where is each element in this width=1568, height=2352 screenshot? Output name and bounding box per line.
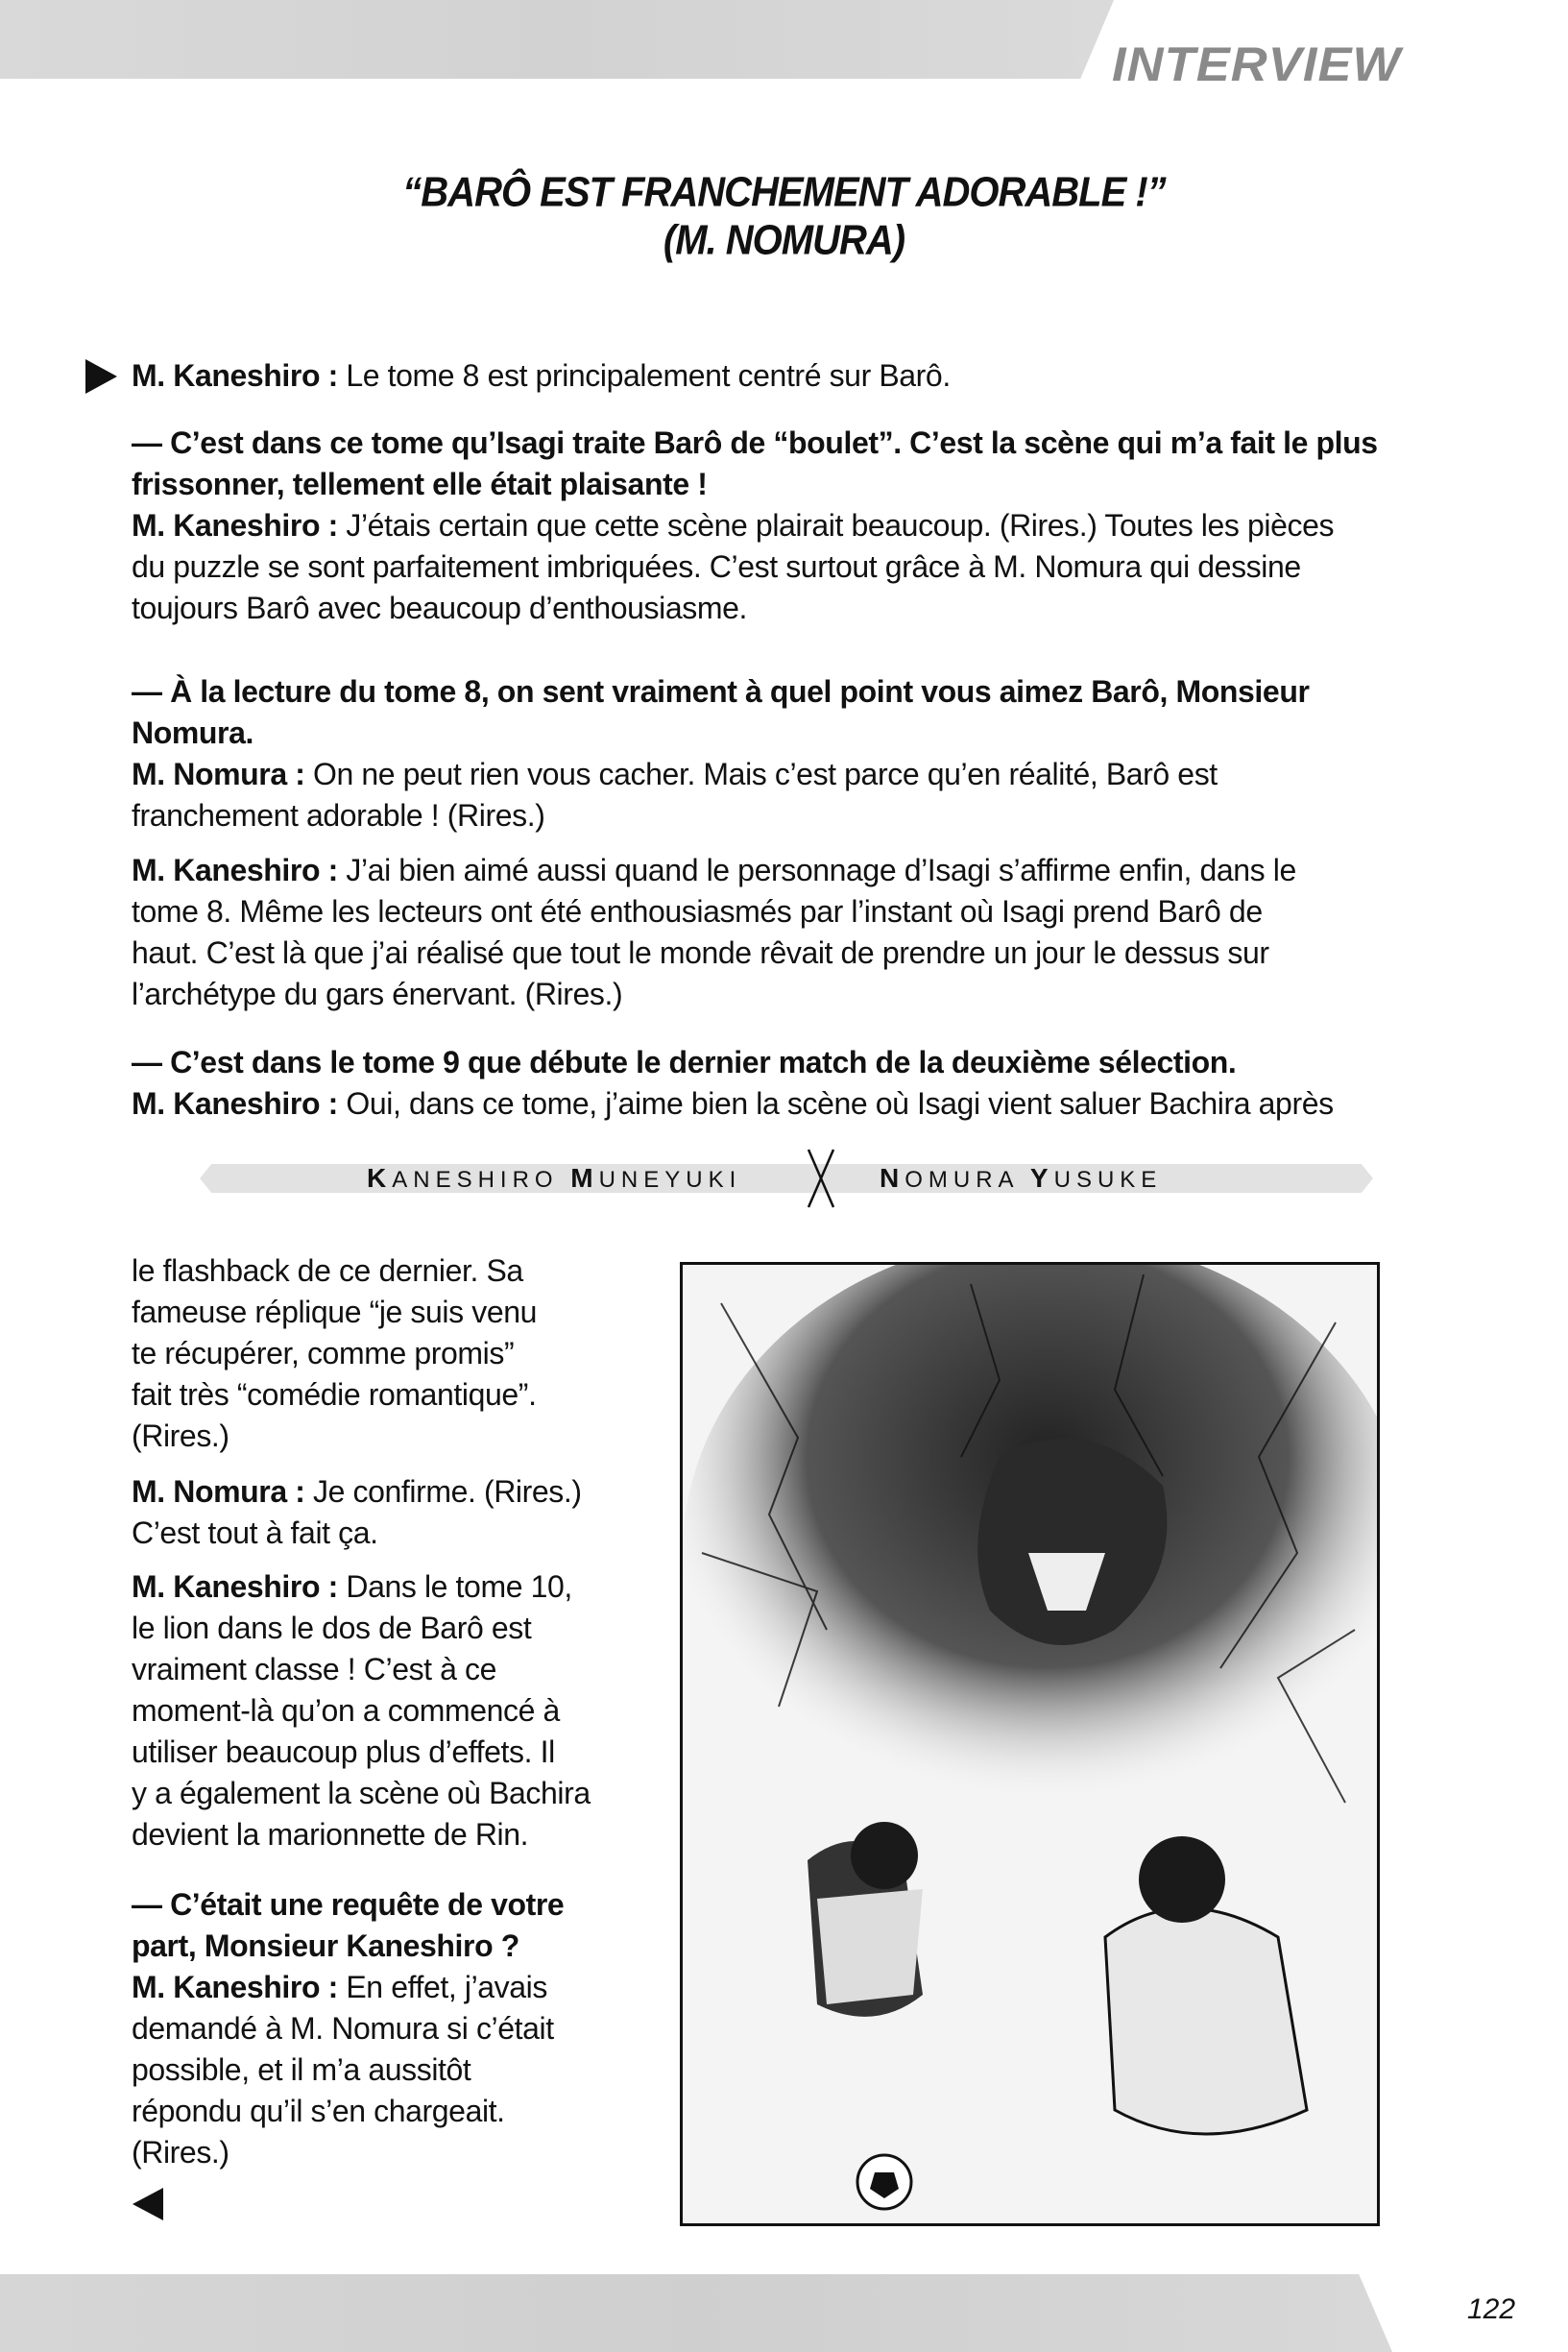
interview-headline: “BARÔ EST FRANCHEMENT ADORABLE !” [402, 168, 1166, 216]
paragraph [132, 1566, 591, 1855]
speaker-or-question: — C’était une requête de votre [132, 1887, 565, 1922]
speaker-or-question: Nomura. [132, 715, 253, 750]
answer-text: le lion dans le dos de Barô est [132, 1611, 532, 1645]
answer-text: franchement adorable ! (Rires.) [132, 798, 545, 833]
answer-text: vraiment classe ! C’est à ce [132, 1652, 497, 1686]
text-line [132, 1471, 582, 1513]
text-line [132, 1374, 537, 1416]
text-line [132, 1333, 537, 1374]
answer-text: fait très “comédie romantique”. [132, 1377, 537, 1412]
text-line [132, 355, 951, 397]
text-line [132, 1566, 591, 1608]
text-line [132, 505, 1378, 546]
answer-text: tome 8. Même les lecteurs ont été enthousiasmés par l’instant où Isagi prend Barô de [132, 894, 1263, 929]
speaker-or-question: frissonner, tellement elle était plaisante ! [132, 467, 708, 501]
text-line [132, 1416, 537, 1457]
text-line [132, 1513, 582, 1554]
answer-text: répondu qu’il s’en chargeait. [132, 2094, 505, 2128]
speaker-or-question: part, Monsieur Kaneshiro ? [132, 1928, 519, 1963]
header-band [0, 0, 1114, 79]
text-line [132, 1042, 1334, 1083]
answer-text: te récupérer, comme promis” [132, 1336, 515, 1370]
text-line [132, 795, 1310, 837]
text-line [132, 933, 1296, 974]
answer-text: utiliser beaucoup plus d’effets. Il [132, 1734, 555, 1769]
play-triangle-right-icon [85, 359, 117, 394]
answer-text: Je confirme. (Rires.) [304, 1474, 582, 1509]
text-line [132, 1814, 591, 1855]
answer-text: On ne peut rien vous cacher. Mais c’est parce qu’en réalité, Barô est [304, 757, 1218, 791]
text-line [132, 891, 1296, 933]
paragraph [132, 1884, 564, 2173]
speaker-or-question: — C’est dans ce tome qu’Isagi traite Barô de “boulet”. C’est la scène qui m’a fait le plus [132, 425, 1378, 460]
answer-text: du puzzle se sont parfaitement imbriquées. C’est surtout grâce à M. Nomura qui dessine [132, 549, 1301, 584]
text-line [132, 1608, 591, 1649]
answer-text: C’est tout à fait ça. [132, 1515, 378, 1550]
text-line [132, 1773, 591, 1814]
text-line [132, 2132, 564, 2173]
speaker-or-question: M. Kaneshiro : [132, 1086, 338, 1121]
text-line [132, 1083, 1334, 1125]
text-line [132, 546, 1378, 588]
text-line [132, 1926, 564, 1967]
answer-text: le flashback de ce dernier. Sa [132, 1253, 523, 1288]
text-line [132, 754, 1310, 795]
answer-text: Oui, dans ce tome, j’aime bien la scène où Isagi vient saluer Bachira après [337, 1086, 1334, 1121]
text-line [132, 1292, 537, 1333]
text-line [132, 1884, 564, 1926]
answer-text: Dans le tome 10, [337, 1569, 572, 1604]
answer-text: devient la marionnette de Rin. [132, 1817, 529, 1852]
paragraph [132, 355, 951, 397]
paragraph [132, 1471, 582, 1554]
text-line [132, 1732, 591, 1773]
speaker-or-question: M. Kaneshiro : [132, 853, 338, 887]
text-line [132, 464, 1378, 505]
paragraph [132, 423, 1378, 629]
answer-text: haut. C’est là que j’ai réalisé que tout le monde rêvait de prendre un jour le dessus sur [132, 935, 1269, 970]
answer-text: (Rires.) [132, 2135, 229, 2170]
text-line [132, 1250, 537, 1292]
play-triangle-left-icon [133, 2188, 163, 2220]
text-line [132, 671, 1310, 713]
text-line [132, 1649, 591, 1690]
text-line [132, 588, 1378, 629]
answer-text: J’étais certain que cette scène plairait beaucoup. (Rires.) Toutes les pièces [337, 508, 1335, 543]
paragraph [132, 1042, 1334, 1125]
manga-illustration [680, 1262, 1380, 2226]
author-kaneshiro: KANESHIRO MUNEYUKI [367, 1163, 742, 1193]
text-line [132, 974, 1296, 1015]
footer-band [0, 2274, 1392, 2352]
speaker-or-question: M. Kaneshiro : [132, 508, 338, 543]
text-line [132, 850, 1296, 891]
speaker-or-question: — C’est dans le tome 9 que débute le dernier match de la deuxième sélection. [132, 1045, 1237, 1079]
speaker-or-question: M. Kaneshiro : [132, 1569, 338, 1604]
answer-text: possible, et il m’a aussitôt [132, 2052, 471, 2087]
text-line [132, 2008, 564, 2049]
answer-text: demandé à M. Nomura si c’était [132, 2011, 554, 2046]
answer-text: fameuse réplique “je suis venu [132, 1295, 538, 1329]
paragraph [132, 671, 1310, 837]
text-line [132, 713, 1310, 754]
text-line [132, 423, 1378, 464]
speaker-or-question: M. Nomura : [132, 757, 305, 791]
speaker-or-question: M. Kaneshiro : [132, 358, 338, 393]
player-right [1105, 1908, 1307, 2134]
text-line [132, 2091, 564, 2132]
speaker-or-question: M. Nomura : [132, 1474, 305, 1509]
answer-text: l’archétype du gars énervant. (Rires.) [132, 977, 623, 1011]
speaker-or-question: M. Kaneshiro : [132, 1970, 338, 2004]
text-line [132, 1690, 591, 1732]
paragraph [132, 1250, 537, 1457]
speaker-or-question: — À la lecture du tome 8, on sent vraiment à quel point vous aimez Barô, Monsieur [132, 674, 1310, 709]
author-nomura: NOMURA YUSUKE [880, 1163, 1163, 1193]
answer-text: y a également la scène où Bachira [132, 1776, 591, 1810]
page-number: 122 [1467, 2293, 1516, 2325]
text-line [132, 2049, 564, 2091]
answer-text: moment-là qu’on a commencé à [132, 1693, 560, 1728]
section-title: INTERVIEW [1112, 37, 1402, 91]
answer-text: J’ai bien aimé aussi quand le personnage d’Isagi s’affirme enfin, dans le [337, 853, 1296, 887]
cross-x-icon [807, 1148, 835, 1209]
answer-text: En effet, j’avais [337, 1970, 547, 2004]
paragraph [132, 850, 1296, 1015]
interview-headline-attribution: (M. NOMURA) [663, 216, 905, 264]
text-line [132, 1967, 564, 2008]
answer-text: Le tome 8 est principalement centré sur Barô. [337, 358, 951, 393]
answer-text: (Rires.) [132, 1418, 229, 1453]
answer-text: toujours Barô avec beaucoup d’enthousiasme. [132, 591, 748, 625]
